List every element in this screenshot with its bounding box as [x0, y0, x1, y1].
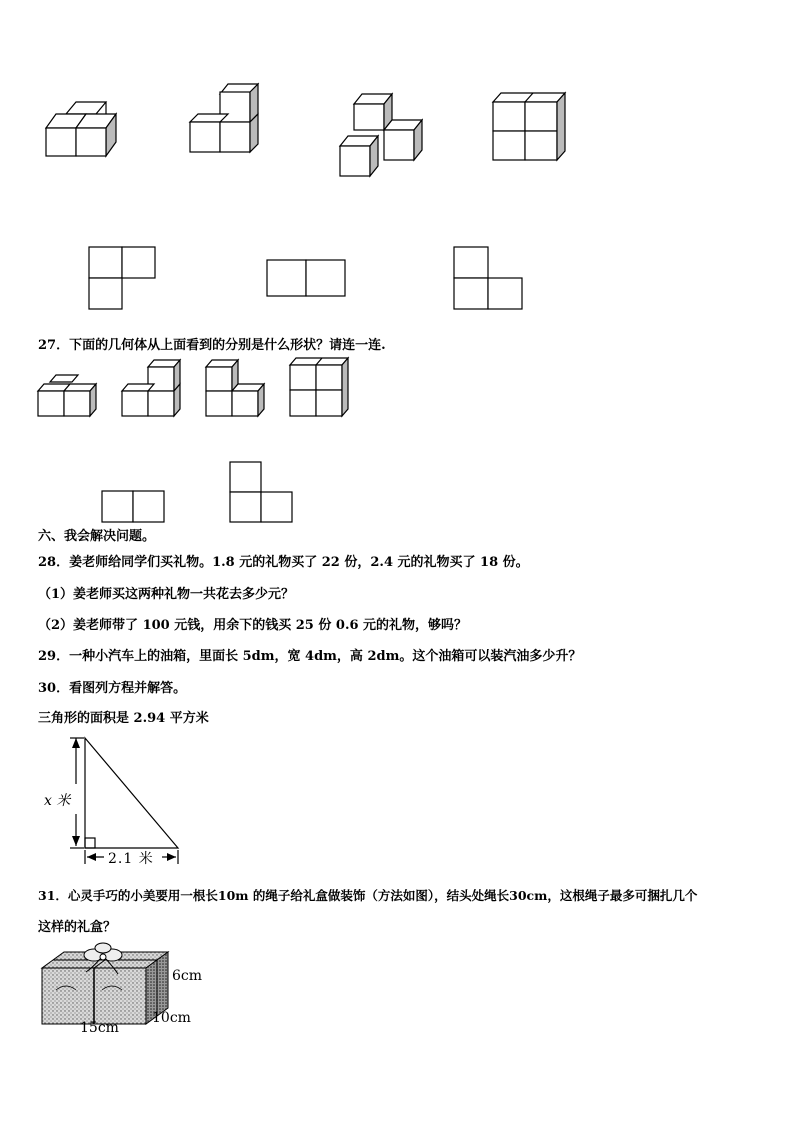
cube-figure-2 — [188, 82, 268, 157]
question-30-area-text: 三角形的面积是 2.94 平方米 — [38, 711, 209, 726]
question-30: 30．看图列方程并解答。 — [38, 681, 187, 696]
question-29: 29．一种小汽车上的油箱，里面长 5dm，宽 4dm，高 2dm。这个油箱可以装汽油多少升？ — [38, 649, 582, 664]
top-view-two-squares-1 — [266, 259, 348, 299]
cube-figure-4 — [490, 90, 570, 165]
gift-box-figure — [36, 942, 216, 1037]
q27-cube-figure-1 — [36, 372, 104, 420]
question-27: 27．下面的几何体从上面看到的分别是什么形状？请连一连. — [38, 338, 386, 353]
top-view-l-shape-2 — [453, 246, 528, 312]
question-28-part-1: （1）姜老师买这两种礼物一共花去多少元？ — [38, 587, 295, 602]
question-31-line-2: 这样的礼盒？ — [38, 920, 117, 935]
gift-box-width-label: 10cm — [152, 1010, 191, 1026]
cube-figure-3 — [338, 90, 423, 180]
triangle-figure — [40, 734, 190, 868]
question-28: 28．姜老师给同学们买礼物。1.8 元的礼物买了 22 份，2.4 元的礼物买了 18 份。 — [38, 555, 529, 570]
question-28-part-2: （2）姜老师带了 100 元钱，用余下的钱买 25 份 0.6 元的礼物，够吗？ — [38, 618, 468, 633]
top-view-l-shape-1 — [88, 246, 160, 312]
gift-box-height-label: 6cm — [172, 968, 203, 984]
triangle-height-label: x 米 — [44, 793, 71, 809]
q27-cube-figure-2 — [120, 358, 188, 420]
cube-figure-1 — [40, 98, 130, 158]
section-6-heading: 六、我会解决问题。 — [38, 529, 156, 544]
q27-cube-figure-4 — [288, 356, 356, 420]
question-31-line-1: 31．心灵手巧的小美要用一根长10m 的绳子给礼盒做装饰（方法如图），结头处绳长30cm，这根绳子最多可捆扎几个 — [38, 888, 698, 903]
q27-top-view-two-squares — [101, 490, 167, 524]
triangle-base-label: 2.1 米 — [108, 851, 154, 867]
gift-box-length-label: 15cm — [80, 1020, 119, 1036]
q27-top-view-l-shape — [229, 461, 295, 525]
q27-cube-figure-3 — [204, 358, 272, 420]
